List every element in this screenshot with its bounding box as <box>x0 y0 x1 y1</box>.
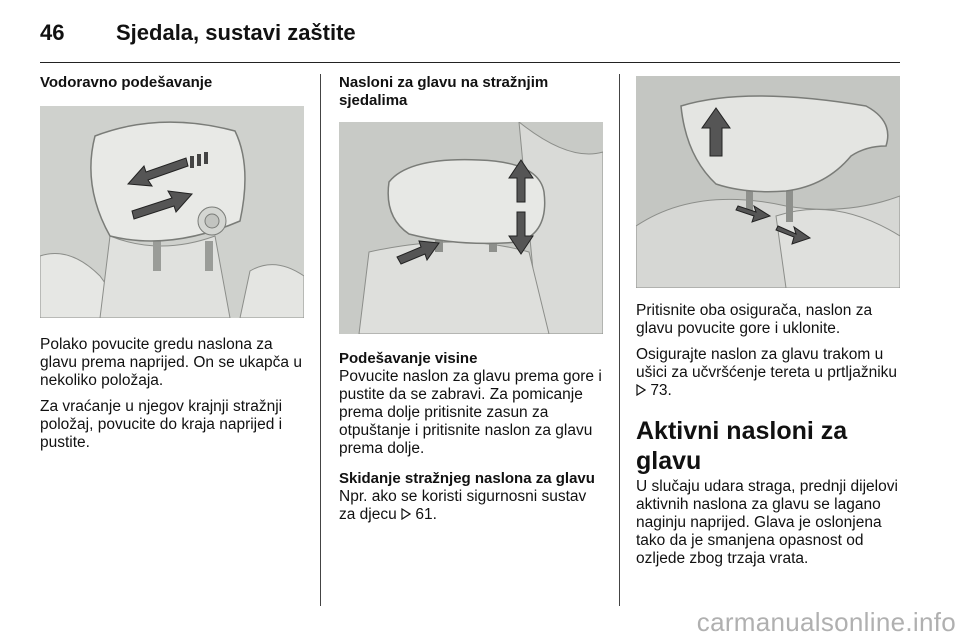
page-reference[interactable]: 61. <box>415 506 437 523</box>
paragraph: U slučaju udara straga, prednji dijelovi aktivnih naslona za glavu se lagano naginju naprijed. Glava je oslonjena tako da je smanjena opasnost od ozljede zbog trzaja vrata. <box>636 478 898 567</box>
section-title: Sjedala, sustavi zaštite <box>116 20 356 45</box>
paragraph: Pritisnite oba osigurača, naslon za glavu povucite gore i uklonite. <box>636 302 873 337</box>
page-reference-arrow-icon <box>401 508 411 520</box>
heading-active-headrests: Aktivni nasloni za glavu <box>636 417 848 475</box>
column-divider <box>619 74 620 606</box>
column-divider <box>320 74 321 606</box>
page-reference-arrow-icon <box>636 384 646 396</box>
paragraph <box>339 488 603 524</box>
subheading-removal: Skidanje stražnjeg naslona za glavu <box>339 470 595 487</box>
paragraph: Povucite naslon za glavu prema gore i pustite da se zabravi. Za pomicanje prema dolje pritisnite zasun za otpuštanje i pritisnite naslon za glavu prema dolje. <box>339 368 602 457</box>
rear-headrest-height-illustration <box>339 122 603 334</box>
headrest-removal-illustration <box>636 76 900 288</box>
headrest-horizontal-illustration <box>40 106 304 318</box>
paragraph-text: Osigurajte naslon za glavu trakom u ušici za učvršćenje tereta u prtljažniku <box>636 346 898 381</box>
header-divider <box>40 62 900 63</box>
page-header <box>40 20 356 50</box>
paragraph <box>636 346 900 400</box>
heading-rear-headrests: Nasloni za glavu na stražnjim sjedalima <box>339 74 549 109</box>
page-number: 46 <box>40 20 65 45</box>
watermark: carmanualsonline.info <box>696 607 956 637</box>
paragraph: Polako povucite gredu naslona za glavu prema naprijed. On se ukapča u nekoliko položaja. <box>40 336 302 389</box>
subheading-height-adjustment: Podešavanje visine <box>339 350 478 367</box>
page-reference[interactable]: 73. <box>650 382 672 399</box>
paragraph: Za vraćanje u njegov krajnji stražnji položaj, povucite do kraja naprijed i pustite. <box>40 398 283 451</box>
heading-horizontal-adjustment: Vodoravno podešavanje <box>40 74 213 91</box>
column-1 <box>40 74 304 452</box>
paragraph-text: Npr. ako se koristi sigurnosni sustav za djecu <box>339 488 587 523</box>
column-2 <box>339 74 603 524</box>
column-3 <box>636 76 900 568</box>
